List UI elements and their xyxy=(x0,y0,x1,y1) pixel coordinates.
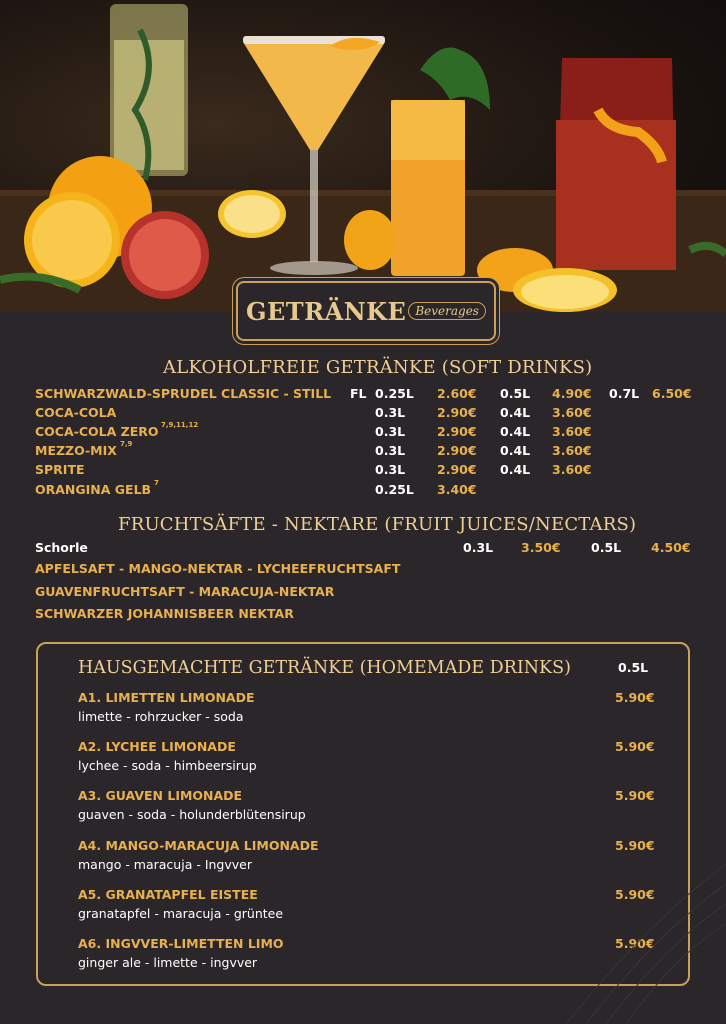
soft-drink-row xyxy=(35,440,695,461)
soft-drink-row xyxy=(35,405,695,423)
drink-name: SCHWARZWALD-SPRUDEL CLASSIC - STILL xyxy=(35,386,332,401)
allergen-note: 7,9 xyxy=(120,440,133,448)
item-price: 5.90€ xyxy=(615,690,655,705)
item-ingredients: limette - rohrzucker - soda xyxy=(78,709,244,724)
item-price: 5.90€ xyxy=(615,739,655,754)
page-subtitle: Beverages xyxy=(408,302,486,320)
size: 0.4L xyxy=(500,405,531,420)
price: 2.90€ xyxy=(437,405,477,420)
drink-name: SPRITE xyxy=(35,462,85,477)
schorle-size-2: 0.5L xyxy=(591,540,622,555)
item-price: 5.90€ xyxy=(615,838,655,853)
price: 2.90€ xyxy=(437,424,477,439)
item-price: 5.90€ xyxy=(615,936,655,951)
size: 0.3L xyxy=(375,424,406,439)
price: 3.60€ xyxy=(552,424,592,439)
price: 6.50€ xyxy=(652,386,692,401)
soft-drink-row xyxy=(35,386,695,404)
item-name: A5. GRANATAPFEL EISTEE xyxy=(78,887,258,902)
item-ingredients: lychee - soda - himbeersirup xyxy=(78,758,257,773)
item-name: A2. LYCHEE LIMONADE xyxy=(78,739,236,754)
soft-drinks-title: ALKOHOLFREIE GETRÄNKE (SOFT DRINKS) xyxy=(163,357,593,378)
size: 0.4L xyxy=(500,424,531,439)
allergen-note: 7 xyxy=(154,479,159,487)
juice-line: SCHWARZER JOHANNISBEER NEKTAR xyxy=(35,606,294,621)
price: 2.60€ xyxy=(437,386,477,401)
juice-line: GUAVENFRUCHTSAFT - MARACUJA-NEKTAR xyxy=(35,584,335,599)
schorle-price-2: 4.50€ xyxy=(651,540,691,555)
schorle-row xyxy=(35,540,695,558)
price: 3.60€ xyxy=(552,443,592,458)
size: 0.3L xyxy=(375,405,406,420)
page-title: GETRÄNKE xyxy=(246,296,407,326)
decorative-waves xyxy=(526,744,726,1024)
hero-drinks-photo xyxy=(0,0,726,312)
size: 0.25L xyxy=(375,386,414,401)
schorle-size-1: 0.3L xyxy=(463,540,494,555)
price: 2.90€ xyxy=(437,462,477,477)
item-price: 5.90€ xyxy=(615,887,655,902)
size: 0.7L xyxy=(609,386,640,401)
title-banner xyxy=(236,281,496,341)
size: FL xyxy=(350,386,367,401)
price: 2.90€ xyxy=(437,443,477,458)
size: 0.25L xyxy=(375,482,414,497)
drink-name: ORANGINA GELB xyxy=(35,482,152,497)
size: 0.5L xyxy=(500,386,531,401)
juice-line: APFELSAFT - MANGO-NEKTAR - LYCHEEFRUCHTSAFT xyxy=(35,561,401,576)
allergen-note: 7,9,11,12 xyxy=(161,421,199,429)
price: 4.90€ xyxy=(552,386,592,401)
price: 3.40€ xyxy=(437,482,477,497)
price: 3.60€ xyxy=(552,405,592,420)
juices-title: FRUCHTSÄFTE - NEKTARE (FRUIT JUICES/NECTARS) xyxy=(118,514,637,535)
size: 0.4L xyxy=(500,462,531,477)
soft-drink-row xyxy=(35,421,695,442)
item-ingredients: granatapfel - maracuja - grüntee xyxy=(78,906,284,921)
item-name: A3. GUAVEN LIMONADE xyxy=(78,788,243,803)
size: 0.3L xyxy=(375,443,406,458)
drink-name: COCA-COLA xyxy=(35,405,117,420)
item-price: 5.90€ xyxy=(615,788,655,803)
item-name: A6. INGVVER-LIMETTEN LIMO xyxy=(78,936,284,951)
size: 0.4L xyxy=(500,443,531,458)
schorle-price-1: 3.50€ xyxy=(521,540,561,555)
drink-name: MEZZO-MIX xyxy=(35,443,117,458)
size: 0.3L xyxy=(375,462,406,477)
item-name: A4. MANGO-MARACUJA LIMONADE xyxy=(78,838,319,853)
item-name: A1. LIMETTEN LIMONADE xyxy=(78,690,255,705)
schorle-label: Schorle xyxy=(35,540,88,555)
soft-drink-row xyxy=(35,462,695,480)
item-ingredients: mango - maracuja - Ingvver xyxy=(78,857,252,872)
item-ingredients: ginger ale - limette - ingvver xyxy=(78,955,258,970)
homemade-title: HAUSGEMACHTE GETRÄNKE (HOMEMADE DRINKS) xyxy=(78,658,571,678)
homemade-size: 0.5L xyxy=(618,660,649,675)
drink-name: COCA-COLA ZERO xyxy=(35,424,159,439)
soft-drink-row xyxy=(35,479,695,500)
item-ingredients: guaven - soda - holunderblütensirup xyxy=(78,807,306,822)
price: 3.60€ xyxy=(552,462,592,477)
homemade-item xyxy=(78,690,658,724)
